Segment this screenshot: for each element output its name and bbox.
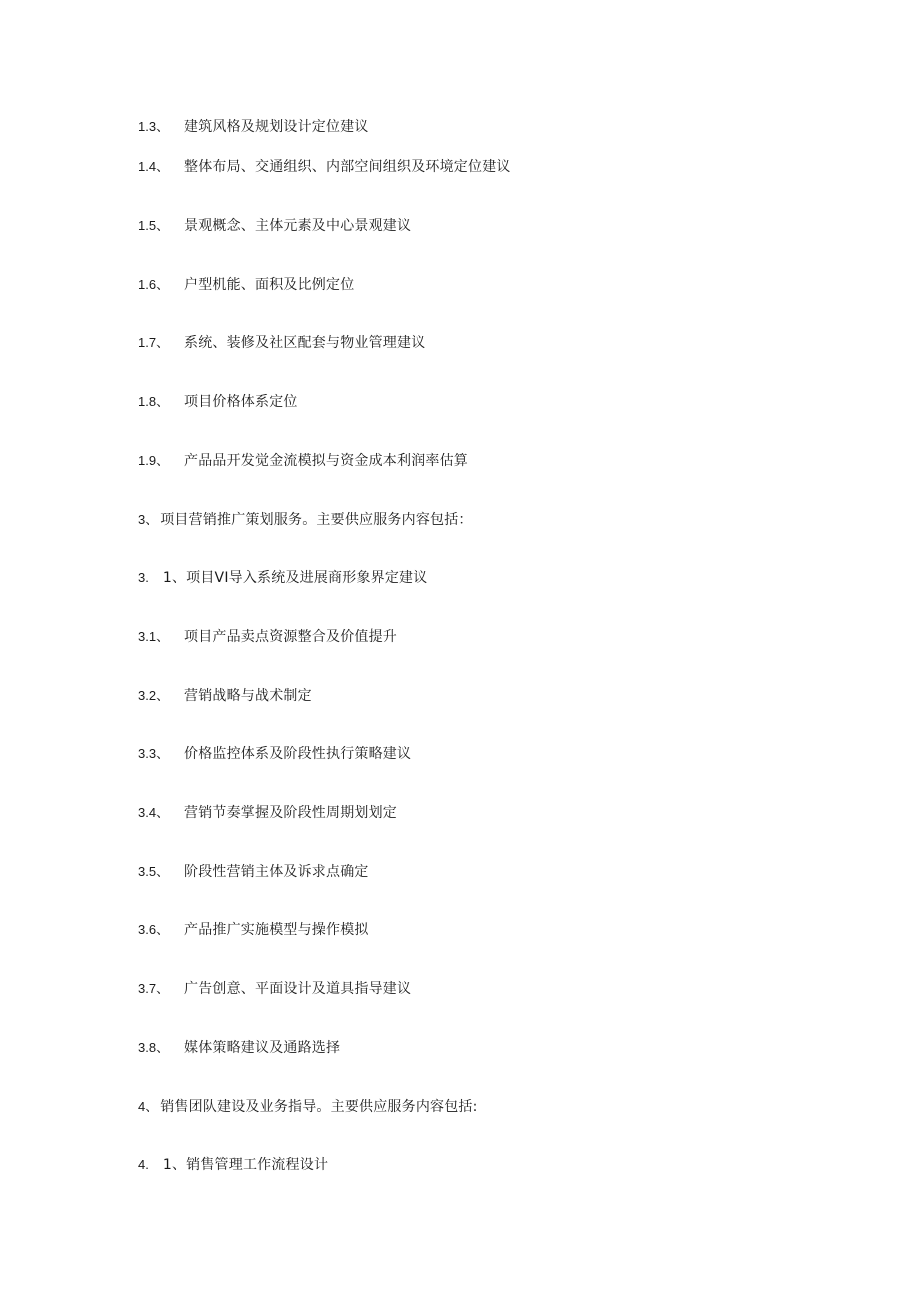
item-number: 1.4、 — [138, 159, 170, 174]
item-text: 系统、装修及社区配套与物业管理建议 — [184, 335, 426, 351]
section-heading — [138, 1096, 478, 1118]
item-number: 1.3、 — [138, 119, 170, 134]
list-item — [138, 685, 312, 707]
section-number: 3、 — [138, 512, 159, 527]
item-number: 1.9、 — [138, 453, 170, 468]
list-item — [138, 274, 354, 296]
item-text: 景观概念、主体元素及中心景观建议 — [184, 218, 412, 234]
item-number: 1.7、 — [138, 335, 170, 350]
section-text: 项目营销推广策划服务。主要供应服务内容包括： — [160, 512, 473, 528]
item-text: 广告创意、平面设计及道具指导建议 — [184, 981, 412, 997]
item-number: 3.2、 — [138, 688, 170, 703]
list-item — [138, 1154, 328, 1176]
item-text: 营销战略与战术制定 — [184, 688, 312, 704]
list-item — [138, 743, 411, 765]
list-item — [138, 861, 369, 883]
item-text: 营销节奏掌握及阶段性周期划划定 — [184, 805, 397, 821]
item-number: 3.7、 — [138, 981, 170, 996]
item-text: 价格监控体系及阶段性执行策略建议 — [184, 746, 412, 762]
item-number: 3.1、 — [138, 629, 170, 644]
item-number: 1.5、 — [138, 218, 170, 233]
item-text: 阶段性营销主体及诉求点确定 — [184, 864, 369, 880]
item-text: 项目价格体系定位 — [184, 394, 298, 410]
item-text: 整体布局、交通组织、内部空间组织及环境定位建议 — [184, 159, 511, 175]
item-text: 产品推广实施模型与操作模拟 — [184, 922, 369, 938]
item-number: 3.6、 — [138, 922, 170, 937]
list-item — [138, 215, 411, 237]
list-item — [138, 626, 397, 648]
section-text: 销售团队建设及业务指导。主要供应服务内容包括: — [160, 1099, 478, 1115]
list-item — [138, 1037, 340, 1059]
list-item — [138, 116, 369, 138]
item-text: 1、项目VI导入系统及进展商形象界定建议 — [162, 570, 428, 586]
section-heading — [138, 509, 473, 531]
item-text: 1、销售管理工作流程设计 — [162, 1157, 329, 1173]
item-number: 3.5、 — [138, 864, 170, 879]
list-item — [138, 450, 468, 472]
item-number: 1.8、 — [138, 394, 170, 409]
item-number: 4. — [138, 1157, 149, 1172]
item-number: 1.6、 — [138, 277, 170, 292]
section-number: 4、 — [138, 1099, 159, 1114]
list-item — [138, 919, 369, 941]
list-item — [138, 332, 425, 354]
list-item — [138, 156, 511, 178]
item-number: 3.3、 — [138, 746, 170, 761]
list-item — [138, 391, 298, 413]
list-item — [138, 978, 411, 1000]
list-item — [138, 802, 397, 824]
item-text: 项目产品卖点资源整合及价值提升 — [184, 629, 397, 645]
item-text: 建筑风格及规划设计定位建议 — [184, 119, 369, 135]
item-number: 3. — [138, 570, 149, 585]
item-number: 3.8、 — [138, 1040, 170, 1055]
item-text: 产品品开发觉金流模拟与资金成本利润率估算 — [184, 453, 468, 469]
item-text: 媒体策略建议及通路选择 — [184, 1040, 341, 1056]
item-text: 户型机能、面积及比例定位 — [184, 277, 355, 293]
item-number: 3.4、 — [138, 805, 170, 820]
list-item — [138, 567, 427, 589]
